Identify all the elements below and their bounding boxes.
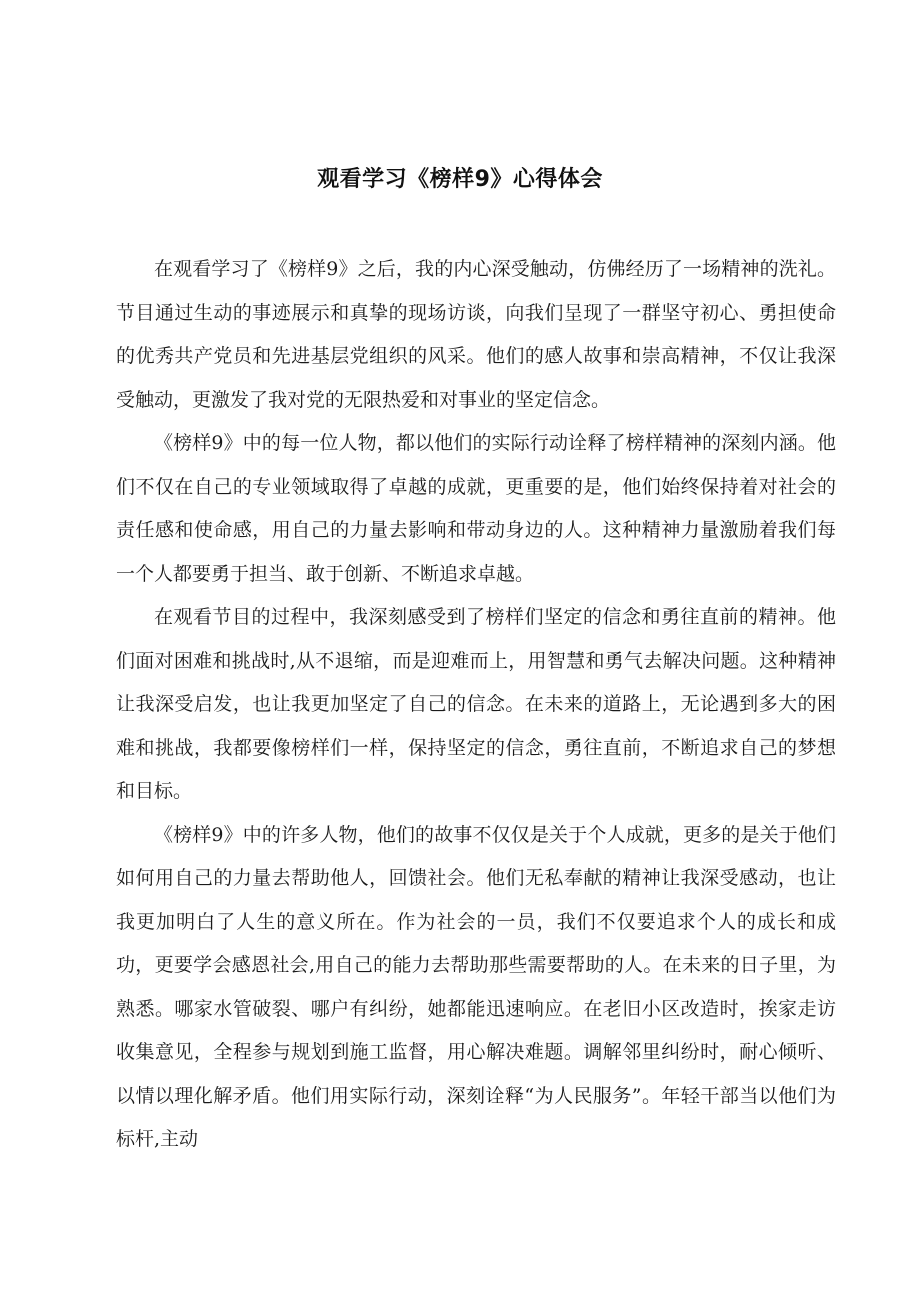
paragraph-3: 在观看节目的过程中，我深刻感受到了榜样们坚定的信念和勇往直前的精神。他们面对困难和挑战时,从不退缩，而是迎难而上，用智慧和勇气去解决问题。这种精神让我深受启发，也让我更加坚定了自己的信念。在未来的道路上，无论遇到多大的困难和挑战，我都要像榜样们一样，保持坚定的信念，勇往直前，不断追求自己的梦想和目标。: [116, 606, 836, 802]
paragraph-1: 在观看学习了《榜样9》之后，我的内心深受触动，仿佛经历了一场精神的洗礼。节目通过生动的事迹展示和真挚的现场访谈，向我们呈现了一群坚守初心、勇担使命的优秀共产党员和先进基层党组织的风采。他们的感人故事和崇高精神，不仅让我深受触动，更激发了我对党的无限热爱和对事业的坚定信念。: [116, 258, 836, 411]
document-body: [116, 248, 836, 1162]
document-title: 观看学习《榜样9》心得体会: [317, 167, 603, 192]
paragraph-2: 《榜样9》中的每一位人物，都以他们的实际行动诠释了榜样精神的深刻内涵。他们不仅在自己的专业领域取得了卓越的成就，更重要的是，他们始终保持着对社会的责任感和使命感，用自己的力量去影响和带动身边的人。这种精神力量激励着我们每一个人都要勇于担当、敢于创新、不断追求卓越。: [116, 432, 836, 585]
paragraph-4: 《榜样9》中的许多人物，他们的故事不仅仅是关于个人成就，更多的是关于他们如何用自己的力量去帮助他人，回馈社会。他们无私奉献的精神让我深受感动，也让我更加明白了人生的意义所在。作为社会的一员，我们不仅要追求个人的成长和成功，更要学会感恩社会,用自己的能力去帮助那些需要帮助的人。在未来的日子里，为熟悉。哪家水管破裂、哪户有纠纷，她都能迅速响应。在老旧小区改造时，挨家走访收集意见，全程参与规划到施工监督，用心解决难题。调解邻里纠纷时，耐心倾听、以情以理化解矛盾。他们用实际行动，深刻诠释“为人民服务”。年轻干部当以他们为标杆,主动: [116, 823, 836, 1150]
